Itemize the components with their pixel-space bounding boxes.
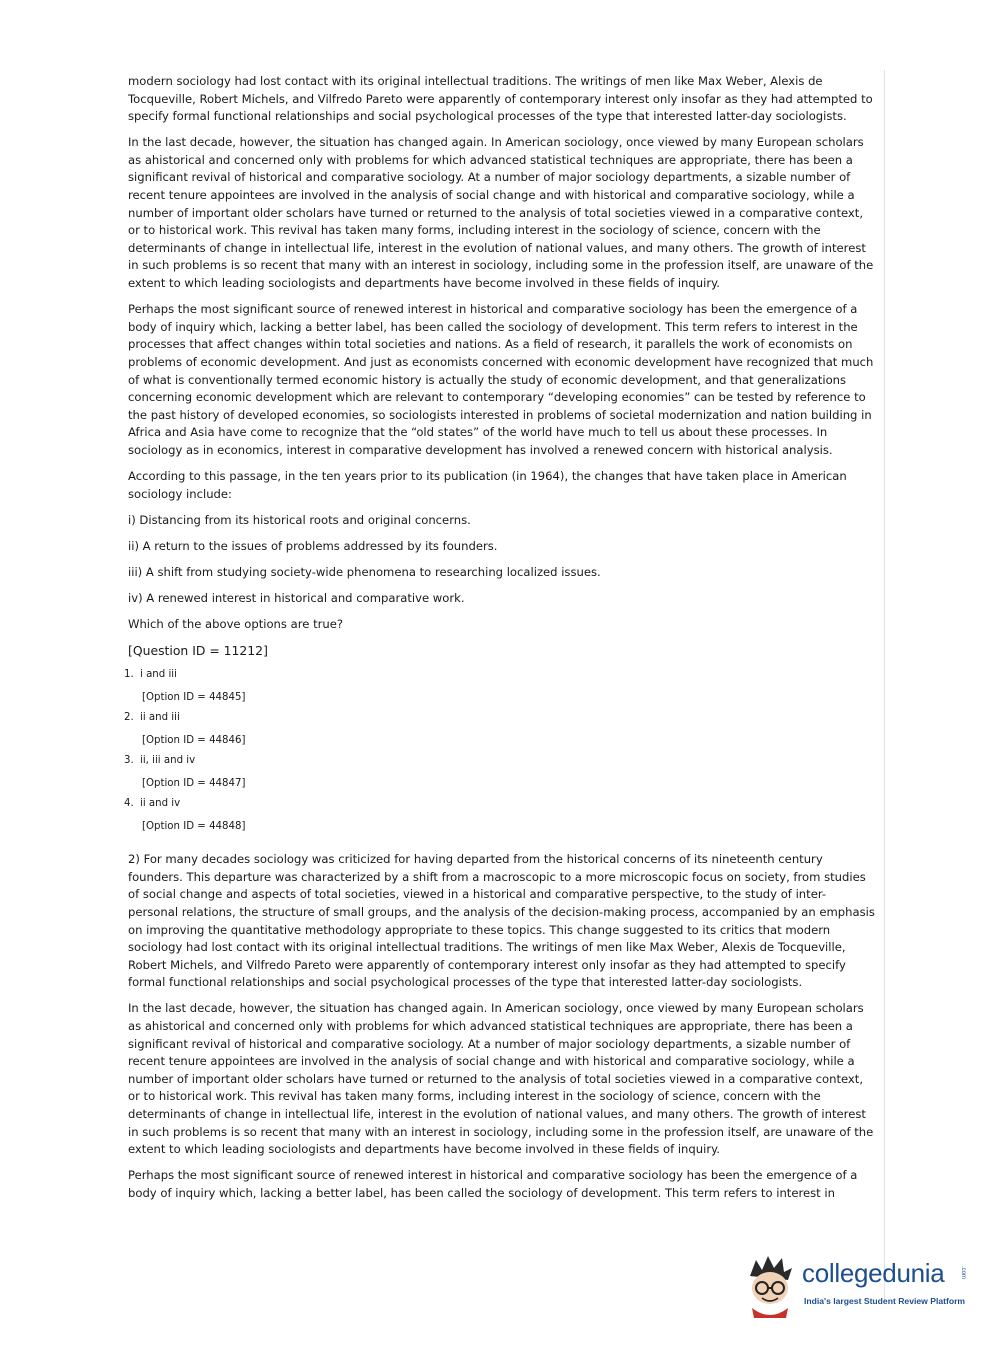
answer-options: [124, 668, 872, 834]
option-number: 2.: [124, 712, 134, 724]
option-id: [Option ID = 44845]: [142, 692, 246, 704]
passage2-paragraph-2: In the last decade, however, the situation has changed again. In American sociology, once viewed by many European scholars as ahistorical and concerned only with problems for which advanced statistical techniques are appropriate, there has been a significant revival of historical and comparative sociology. At a number of major sociology departments, a sizable number of recent tenure appointees are involved in the analysis of social change and with historical and comparative sociology, while a number of important older scholars have turned or returned to the analysis of total societies viewed in a comparative context, or to historical work. This revival has taken many forms, including interest in the sociology of science, concern with the determinants of change in intellectual life, interest in the evolution of national values, and many others. The growth of interest in such problems is so recent that many with an interest in sociology, including some in the profession itself, are unaware of the extent to which leading sociologists and departments have become involved in these fields of inquiry.: [128, 1001, 874, 1157]
logo-tagline: India's largest Student Review Platform: [804, 1296, 966, 1306]
question-id: [Question ID = 11212]: [128, 643, 268, 659]
question-stem: According to this passage, in the ten years prior to its publication (in 1964), the changes that have taken place in American sociology include:: [128, 468, 847, 501]
option-text: ii and iii: [140, 712, 180, 724]
option-id: [Option ID = 44848]: [142, 821, 246, 833]
option-id: [Option ID = 44847]: [142, 778, 246, 790]
option-1[interactable]: [124, 668, 872, 705]
statement-iii: iii) A shift from studying society-wide phenomena to researching localized issues.: [128, 564, 601, 579]
logo-wordmark: collegedunia: [802, 1258, 945, 1288]
option-number: 1.: [124, 669, 134, 681]
right-margin-rule: [884, 70, 885, 1300]
option-text: ii and iv: [140, 798, 181, 810]
option-2[interactable]: [124, 711, 872, 748]
option-4[interactable]: [124, 797, 872, 834]
mascot-icon: [740, 1252, 800, 1318]
document-body: [124, 73, 876, 1211]
passage1-paragraph-2: In the last decade, however, the situation has changed again. In American sociology, once viewed by many European scholars as ahistorical and concerned only with problems for which advanced statistical techniques are appropriate, there has been a significant revival of historical and comparative sociology. At a number of major sociology departments, a sizable number of recent tenure appointees are involved in the analysis of social change and with historical and comparative sociology, while a number of important older scholars have turned or returned to the analysis of total societies viewed in a comparative context, or to historical work. This revival has taken many forms, including interest in the sociology of science, concern with the determinants of change in intellectual life, interest in the evolution of national values, and many others. The growth of interest in such problems is so recent that many with an interest in sociology, including some in the profession itself, are unaware of the extent to which leading sociologists and departments have become involved in these fields of inquiry.: [128, 135, 874, 291]
statement-iv: iv) A renewed interest in historical and comparative work.: [128, 590, 465, 605]
option-3[interactable]: [124, 754, 872, 791]
collegedunia-logo[interactable]: [738, 1250, 978, 1320]
statement-i: i) Distancing from its historical roots and original concerns.: [128, 512, 471, 527]
passage1-paragraph-3: Perhaps the most significant source of renewed interest in historical and comparative sociology has been the emergence of a body of inquiry which, lacking a better label, has been called the sociology of development. This term refers to interest in the processes that affect changes within total societies and nations. As a field of research, it parallels the work of economists on problems of economic development. And just as economists concerned with economic development have recognized that much of what is conventionally termed economic history is actually the study of economic development, and that generalizations concerning economic development which are relevant to contemporary “developing economies” can be tested by reference to the past history of developed economies, so sociologists interested in problems of societal modernization and nation building in Africa and Asia have come to recognize that the “old states” of the world have much to tell us about these processes. In sociology as in economics, interest in comparative development has involved a renewed concern with historical analysis.: [128, 302, 874, 457]
option-text: i and iii: [140, 669, 177, 681]
option-text: ii, iii and iv: [140, 755, 196, 767]
logo-suffix: .com: [960, 1266, 966, 1280]
statement-ii: ii) A return to the issues of problems addressed by its founders.: [128, 538, 498, 553]
option-id: [Option ID = 44846]: [142, 735, 246, 747]
passage1-paragraph-1: modern sociology had lost contact with its original intellectual traditions. The writings of men like Max Weber, Alexis de Tocqueville, Robert Michels, and Vilfredo Pareto were apparently of contemporary interest only insofar as they had attempted to specify formal functional relationships and social psychological processes of the type that interested latter-day sociologists.: [128, 74, 873, 124]
question-prompt: Which of the above options are true?: [128, 617, 344, 632]
option-number: 4.: [124, 798, 134, 810]
option-number: 3.: [124, 755, 134, 767]
passage2-paragraph-1: 2) For many decades sociology was criticized for having departed from the historical concerns of its nineteenth century founders. This departure was characterized by a shift from a macroscopic to a more microscopic focus on society, from studies of social change and aspects of total societies, viewed in a historical and comparative perspective, to the study of inter-personal relations, the structure of small groups, and the analysis of the decision-making process, accompanied by an emphasis on improving the quantitative methodology appropriate to these topics. This change suggested to its critics that modern sociology had lost contact with its original intellectual traditions. The writings of men like Max Weber, Alexis de Tocqueville, Robert Michels, and Vilfredo Pareto were apparently of contemporary interest only insofar as they had attempted to specify formal functional relationships and social psychological processes of the type that interested latter-day sociologists.: [128, 852, 875, 990]
passage2-paragraph-3: Perhaps the most significant source of renewed interest in historical and comparative sociology has been the emergence of a body of inquiry which, lacking a better label, has been called the sociology of development. This term refers to interest in: [128, 1168, 858, 1200]
